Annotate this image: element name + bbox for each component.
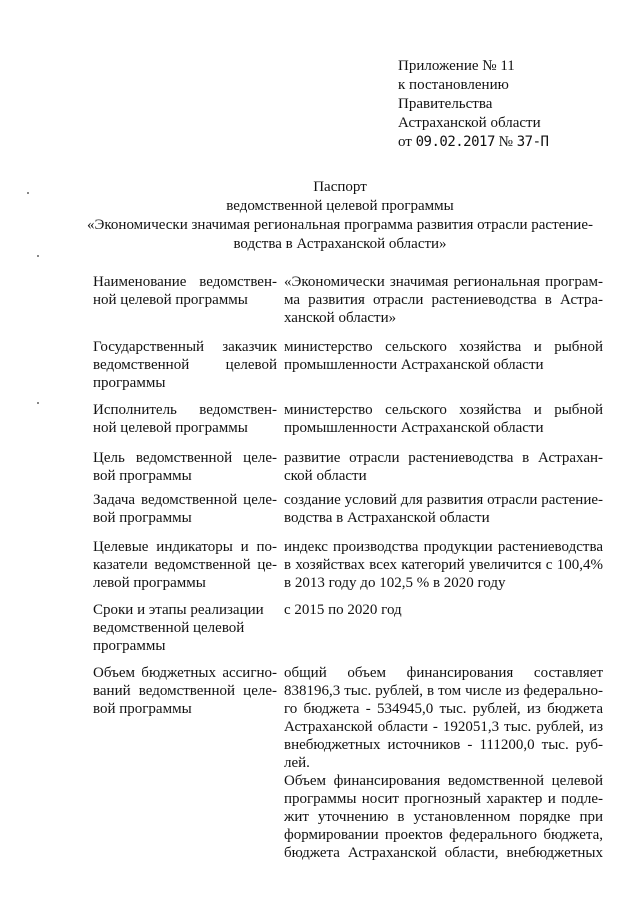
row-value [284, 273, 603, 327]
row-value [284, 538, 603, 592]
row-label [93, 449, 277, 485]
row-value [284, 401, 603, 437]
document-title [80, 178, 600, 254]
text-line: Объем финансирования ведомственной целевой [284, 773, 603, 789]
text-line: ведомственной целевой [93, 357, 277, 373]
text-line: программы [93, 638, 166, 654]
text-line: промышленности Астраханской области [284, 420, 544, 436]
text-line: Сроки и этапы реализации [93, 602, 264, 618]
text-line: внебюджетных источников - 111200,0 тыс. руб- [284, 737, 603, 753]
text-line: промышленности Астраханской области [284, 357, 544, 373]
text-line: казатели ведомственной це- [93, 557, 277, 573]
appendix-date: 09.02.2017 [415, 134, 495, 150]
title-line: водства в Астраханской области» [233, 236, 447, 252]
text-line: лей. [284, 755, 310, 771]
text-line: 838196,3 тыс. рублей, в том числе из федерально- [284, 683, 603, 699]
appendix-line: Правительства [398, 96, 493, 112]
row-value [284, 664, 603, 862]
title-line: «Экономически значимая региональная программа развития отрасли растение- [87, 217, 593, 233]
text-line: программы носит прогнозный характер и подле- [284, 791, 603, 807]
appendix-number-sign: № [498, 134, 513, 150]
scan-speck [27, 192, 29, 194]
row-label [93, 664, 277, 718]
appendix-number: 37-П [516, 134, 549, 150]
row-value [284, 601, 603, 619]
text-line: Задача ведомственной целе- [93, 492, 277, 508]
appendix-date-line [398, 133, 548, 152]
title-line: Паспорт [313, 179, 367, 195]
text-line: общий объем финансирования составляет [284, 665, 603, 681]
text-line: развитие отрасли растениеводства в Астрахан- [284, 450, 603, 466]
row-label [93, 273, 277, 309]
row-label [93, 491, 277, 527]
text-line: ной целевой программы [93, 292, 248, 308]
text-line: министерство сельского хозяйства и рыбной [284, 339, 603, 355]
text-line: вой программы [93, 468, 192, 484]
text-line: водства в Астраханской области [284, 510, 490, 526]
text-line: ваний ведомственной целе- [93, 683, 277, 699]
row-label [93, 338, 277, 392]
text-line: левой программы [93, 575, 206, 591]
text-line: ной целевой программы [93, 420, 248, 436]
text-line: ведомственной целевой [93, 620, 245, 636]
row-value [284, 491, 603, 527]
appendix-line: к постановлению [398, 77, 509, 93]
text-line: ханской области» [284, 310, 397, 326]
text-line: Цель ведомственной целе- [93, 450, 277, 466]
text-line: ской области [284, 468, 367, 484]
text-line: Исполнитель ведомствен- [93, 402, 277, 418]
text-line: формировании проектов федерального бюджета, [284, 827, 603, 843]
text-line: «Экономически значимая региональная програм- [284, 274, 603, 290]
appendix-line: Приложение № 11 [398, 58, 515, 74]
text-line: Объем бюджетных ассигно- [93, 665, 277, 681]
appendix-line: Астраханской области [398, 115, 541, 131]
text-line: вой программы [93, 701, 192, 717]
row-label [93, 538, 277, 592]
scan-speck [37, 402, 39, 404]
row-value [284, 338, 603, 374]
appendix-header [398, 57, 548, 152]
text-line: Целевые индикаторы и по- [93, 539, 277, 555]
text-line: Астраханской области - 192051,3 тыс. рублей, из [284, 719, 603, 735]
row-label [93, 401, 277, 437]
text-line: Наименование ведомствен- [93, 274, 277, 290]
text-line: министерство сельского хозяйства и рыбной [284, 402, 603, 418]
title-line: ведомственной целевой программы [226, 198, 454, 214]
text-line: программы [93, 375, 166, 391]
row-value [284, 449, 603, 485]
text-line: индекс производства продукции растениеводства [284, 539, 603, 555]
scan-speck [37, 255, 39, 257]
text-line: создание условий для развития отрасли растение- [284, 492, 603, 508]
text-line: жит уточнению в установленном порядке при [284, 809, 603, 825]
text-line: го бюджета - 534945,0 тыс. рублей, из бюджета [284, 701, 603, 717]
text-line: Государственный заказчик [93, 339, 277, 355]
text-line: с 2015 по 2020 год [284, 602, 402, 618]
text-line: ма развития отрасли растениеводства в Астра- [284, 292, 603, 308]
text-line: в 2013 году до 102,5 % в 2020 году [284, 575, 506, 591]
text-line: вой программы [93, 510, 192, 526]
appendix-prefix: от [398, 134, 412, 150]
text-line: в хозяйствах всех категорий увеличится с 100,4% [284, 557, 603, 573]
text-line: бюджета Астраханской области, внебюджетных [284, 845, 603, 861]
row-label [93, 601, 277, 655]
